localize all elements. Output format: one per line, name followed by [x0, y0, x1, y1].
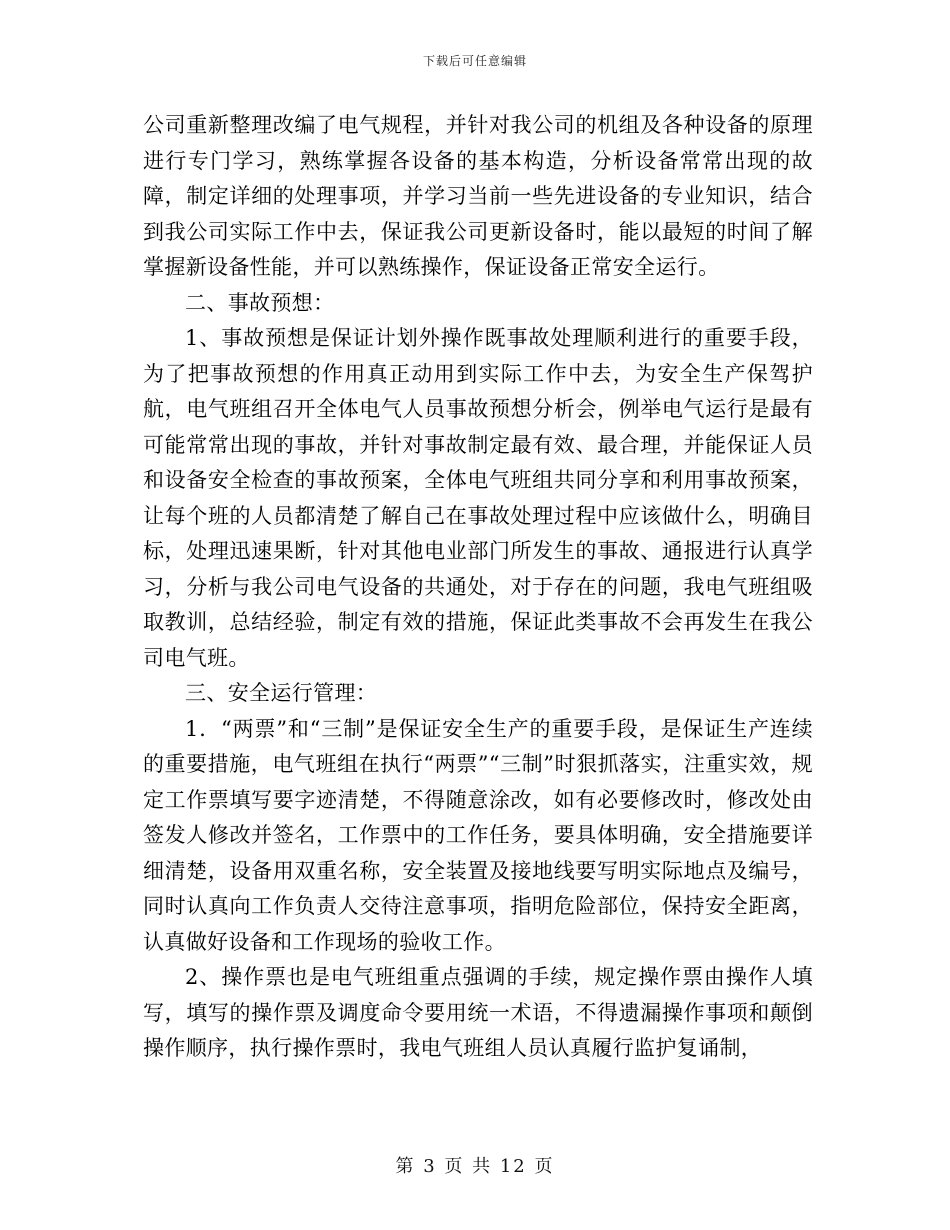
page-number-footer: 第 3 页 共 12 页	[395, 1156, 555, 1177]
paragraph-operation-tickets: 2、操作票也是电气班组重点强调的手续，规定操作票由操作人填写，填写的操作票及调度命令要用统一术语，不得遗漏操作事项和颠倒操作顺序，执行操作票时，我电气班组人员认真履行监护复诵制，	[143, 965, 813, 1060]
paragraph-continuation: 公司重新整理改编了电气规程，并针对我公司的机组及各种设备的原理进行专门学习，熟练掌握各设备的基本构造，分析设备常常出现的故障，制定详细的处理事项，并学习当前一些先进设备的专业知识，结合到我公司实际工作中去，保证我公司更新设备时，能以最短的时间了解掌握新设备性能，并可以熟练操作，保证设备正常安全运行。	[143, 113, 813, 279]
paragraph-accident-anticipation: 1、事故预想是保证计划外操作既事故处理顺利进行的重要手段，为了把事故预想的作用真正动用到实际工作中去，为安全生产保驾护航，电气班组召开全体电气人员事故预想分析会，例举电气运行是最有可能常常出现的事故，并针对事故制定最有效、最合理，并能保证人员和设备安全检查的事故预案，全体电气班组共同分享和利用事故预案，让每个班的人员都清楚了解自己在事故处理过程中应该做什么，明确目标，处理迅速果断，针对其他电业部门所发生的事故、通报进行认真学习，分析与我公司电气设备的共通处，对于存在的问题，我电气班组吸取教训，总结经验，制定有效的措施，保证此类事故不会再发生在我公司电气班。	[143, 326, 813, 670]
document-body	[143, 108, 813, 1067]
section-heading-safe-operation: 三、安全运行管理：	[185, 681, 378, 705]
section-heading-accident-anticipation: 二、事故预想：	[185, 290, 335, 315]
page-header: 下载后可任意编辑	[422, 54, 527, 68]
paragraph-two-tickets-three-systems: 1．“两票”和“三制”是保证安全生产的重要手段，是保证生产连续的重要措施，电气班组在执行“两票”“三制”时狠抓落实，注重实效，规定工作票填写要字迹清楚，不得随意涂改，如有必要修改时，修改处由签发人修改并签名，工作票中的工作任务，要具体明确，安全措施要详细清楚，设备用双重名称，安全装置及接地线要写明实际地点及编号，同时认真向工作负责人交待注意事项，指明危险部位，保持安全距离，认真做好设备和工作现场的验收工作。	[143, 716, 813, 954]
